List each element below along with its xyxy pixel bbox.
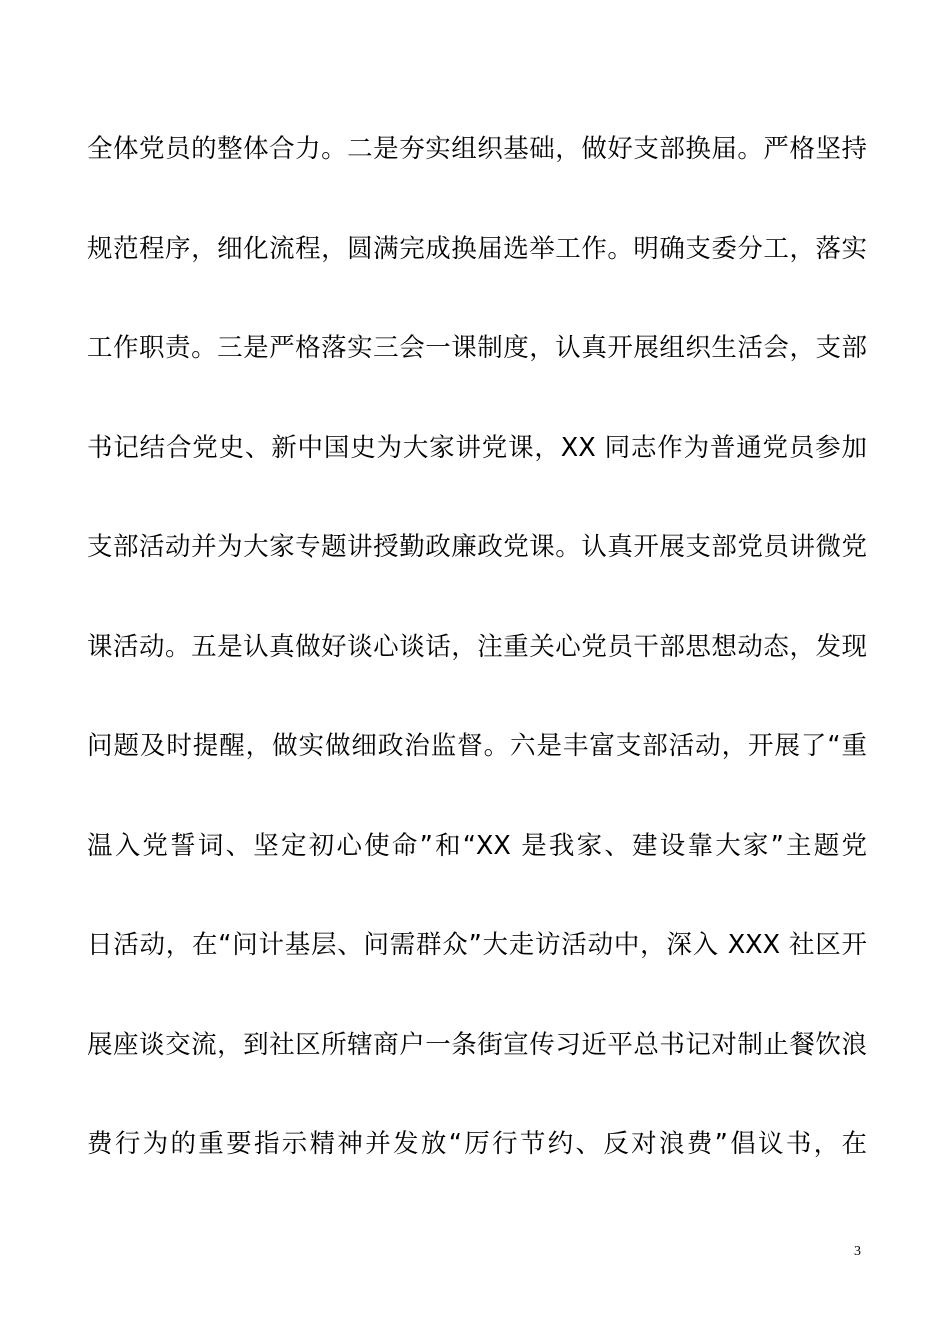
page-number: 3 <box>854 1244 861 1259</box>
text-line: 温入党誓词、坚定初心使命”和“XX 是我家、建设靠大家”主题党 <box>87 830 867 861</box>
text-line: 规范程序，细化流程，圆满完成换届选举工作。明确支委分工，落实 <box>87 233 867 264</box>
text-line: 全体党员的整体合力。二是夯实组织基础，做好支部换届。严格坚持 <box>87 134 867 164</box>
text-line: 支部活动并为大家专题讲授勤政廉政党课。认真开展支部党员讲微党 <box>87 532 867 562</box>
body-paragraph <box>87 122 867 1217</box>
text-line: 工作职责。三是严格落实三会一课制度，认真开展组织生活会，支部 <box>87 333 867 363</box>
text-line: 课活动。五是认真做好谈心谈话，注重关心党员干部思想动态，发现 <box>87 631 867 662</box>
text-line: 书记结合党史、新中国史为大家讲党课，XX 同志作为普通党员参加 <box>87 432 867 463</box>
text-line: 展座谈交流，到社区所辖商户一条街宣传习近平总书记对制止餐饮浪 <box>87 1029 867 1060</box>
text-line: 日活动，在“问计基层、问需群众”大走访活动中，深入 XXX 社区开 <box>87 930 867 960</box>
text-line: 费行为的重要指示精神并发放“厉行节约、反对浪费”倡议书，在 <box>87 1129 867 1159</box>
text-line: 问题及时提醒，做实做细政治监督。六是丰富支部活动，开展了“重 <box>87 731 867 761</box>
